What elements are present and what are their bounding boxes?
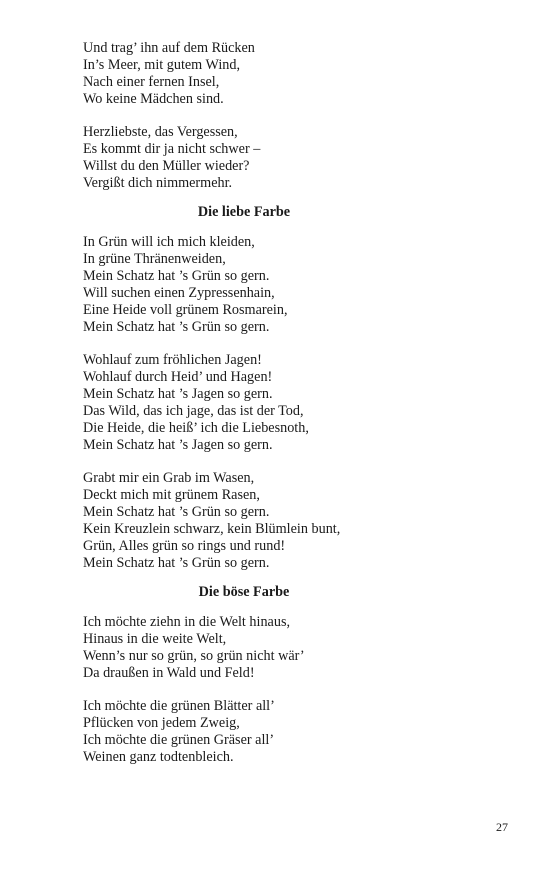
verse-line: Grün, Alles grün so rings und rund! — [83, 538, 286, 554]
stanza — [83, 124, 463, 192]
verse-line: Mein Schatz hat ’s Grün so gern. — [83, 504, 270, 520]
stanza — [83, 234, 463, 336]
verse-line: Mein Schatz hat ’s Grün so gern. — [83, 268, 270, 284]
verse-line: Mein Schatz hat ’s Jagen so gern. — [83, 437, 273, 453]
verse-line: In grüne Thränenweiden, — [83, 251, 226, 267]
verse-line: Kein Kreuzlein schwarz, kein Blümlein bunt, — [83, 521, 341, 537]
verse-line: Wo keine Mädchen sind. — [83, 91, 224, 107]
stanza — [83, 614, 463, 682]
verse-line: Eine Heide voll grünem Rosmarein, — [83, 302, 288, 318]
verse-line: Ich möchte die grünen Blätter all’ — [83, 698, 275, 714]
verse-line: Wenn’s nur so grün, so grün nicht wär’ — [83, 648, 305, 664]
verse-line: Mein Schatz hat ’s Jagen so gern. — [83, 386, 273, 402]
poem-die-boese-farbe — [83, 614, 463, 766]
poem-title: Die liebe Farbe — [197, 204, 291, 220]
verse-line: Das Wild, das ich jage, das ist der Tod, — [83, 403, 304, 419]
verse-line: Grabt mir ein Grab im Wasen, — [83, 470, 255, 486]
page-number: 27 — [496, 820, 508, 834]
verse-line: Die Heide, die heiß’ ich die Liebesnoth, — [83, 420, 309, 436]
verse-line: In Grün will ich mich kleiden, — [83, 234, 255, 250]
stanza — [83, 352, 463, 454]
verse-line: Will suchen einen Zypressenhain, — [83, 285, 275, 301]
page-text — [83, 40, 463, 766]
verse-line: Wohlauf zum fröhlichen Jagen! — [83, 352, 262, 368]
verse-line: Da draußen in Wald und Feld! — [83, 665, 255, 681]
verse-line: Herzliebste, das Vergessen, — [83, 124, 238, 140]
stanza — [83, 40, 463, 108]
stanza — [83, 698, 463, 766]
verse-line: Deckt mich mit grünem Rasen, — [83, 487, 260, 503]
verse-line: Pflücken von jedem Zweig, — [83, 715, 240, 731]
verse-line: Hinaus in die weite Welt, — [83, 631, 227, 647]
verse-line: Ich möchte ziehn in die Welt hinaus, — [83, 614, 291, 630]
verse-line: Es kommt dir ja nicht schwer – — [83, 141, 261, 157]
verse-line: Weinen ganz todtenbleich. — [83, 749, 234, 765]
poem-continuation — [83, 40, 463, 192]
verse-line: Vergißt dich nimmermehr. — [83, 175, 233, 191]
verse-line: Mein Schatz hat ’s Grün so gern. — [83, 555, 270, 571]
verse-line: Wohlauf durch Heid’ und Hagen! — [83, 369, 273, 385]
verse-line: In’s Meer, mit gutem Wind, — [83, 57, 241, 73]
stanza — [83, 470, 463, 572]
poem-die-liebe-farbe — [83, 234, 463, 572]
verse-line: Mein Schatz hat ’s Grün so gern. — [83, 319, 270, 335]
verse-line: Ich möchte die grünen Gräser all’ — [83, 732, 275, 748]
verse-line: Willst du den Müller wieder? — [83, 158, 250, 174]
poem-title: Die böse Farbe — [198, 584, 290, 600]
verse-line: Nach einer fernen Insel, — [83, 74, 220, 90]
verse-line: Und trag’ ihn auf dem Rücken — [83, 40, 255, 56]
